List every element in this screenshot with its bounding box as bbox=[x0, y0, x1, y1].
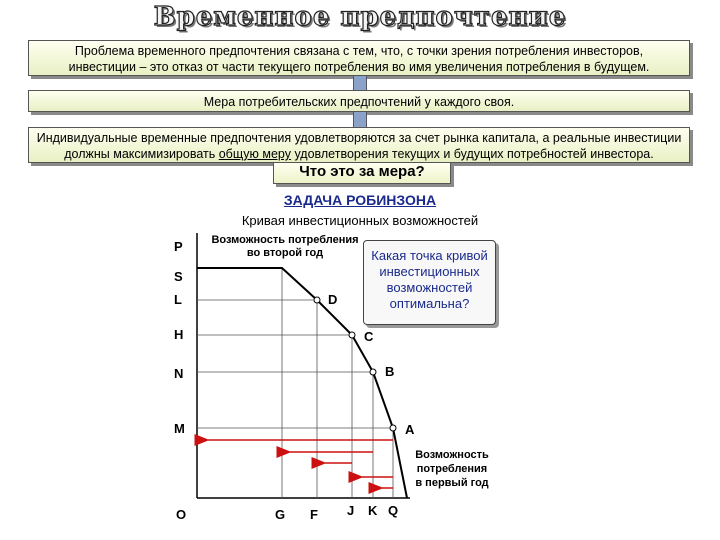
point-d bbox=[314, 297, 320, 303]
intro-line-2: инвестиции – это отказ от части текущего потребления во имя увеличения потребления в будущем. bbox=[68, 60, 650, 74]
y-label-n: N bbox=[174, 366, 184, 381]
x-label-q: Q bbox=[388, 503, 399, 518]
capital-line-2-underlined: общую меру bbox=[218, 147, 291, 161]
x-label-g: G bbox=[275, 507, 286, 522]
page-title: Временное предпочтение bbox=[153, 2, 567, 32]
capital-line-1: Индивидуальные временные предпочтения удовлетворяются за счет рынка капитала, а реальные инвестиции bbox=[36, 131, 682, 145]
capital-line-2-end: удовлетворения текущих и будущих потребностей инвестора. bbox=[290, 147, 654, 161]
question-text: Что это за мера? bbox=[299, 163, 425, 180]
point-b bbox=[370, 369, 376, 375]
callout-line-4: оптимальна? bbox=[389, 296, 470, 311]
y-label-m: M bbox=[174, 421, 185, 436]
callout-line-1: Какая точка кривой bbox=[371, 248, 488, 263]
x-axis-label-line-3: в первый год bbox=[415, 477, 489, 489]
y-label-p: P bbox=[174, 239, 183, 254]
question-callout bbox=[363, 240, 496, 325]
callout-line-2: инвестиционных bbox=[379, 264, 480, 279]
intro-line-1: Проблема временного предпочтения связана с тем, что, с точки зрения потребления инвесторов, bbox=[74, 44, 644, 58]
x-axis-label-line-1: Возможность bbox=[415, 449, 489, 461]
y-label-l: L bbox=[174, 292, 182, 307]
x-label-k: K bbox=[368, 503, 378, 518]
callout-line-3: возможностей bbox=[386, 280, 473, 295]
label-a: A bbox=[405, 422, 415, 437]
label-c: C bbox=[364, 329, 374, 344]
x-label-f: F bbox=[310, 507, 318, 522]
y-label-h: H bbox=[174, 327, 184, 342]
y-axis-label-line-2: во второй год bbox=[246, 247, 324, 259]
y-axis-label-line-1: Возможность потребления bbox=[211, 234, 359, 246]
x-label-o: O bbox=[176, 507, 187, 522]
label-d: D bbox=[328, 292, 338, 307]
preference-text: Мера потребительских предпочтений у каждого своя. bbox=[203, 95, 515, 109]
task-title: ЗАДАЧА РОБИНЗОНА bbox=[283, 192, 437, 208]
label-b: B bbox=[385, 364, 395, 379]
curve-title: Кривая инвестиционных возможностей bbox=[241, 213, 479, 228]
capital-line-2-start: должны максимизировать bbox=[64, 147, 219, 161]
y-label-s: S bbox=[174, 269, 183, 284]
point-a bbox=[390, 425, 396, 431]
point-c bbox=[349, 332, 355, 338]
x-label-j: J bbox=[347, 503, 355, 518]
x-axis-label-line-2: потребления bbox=[416, 463, 488, 475]
